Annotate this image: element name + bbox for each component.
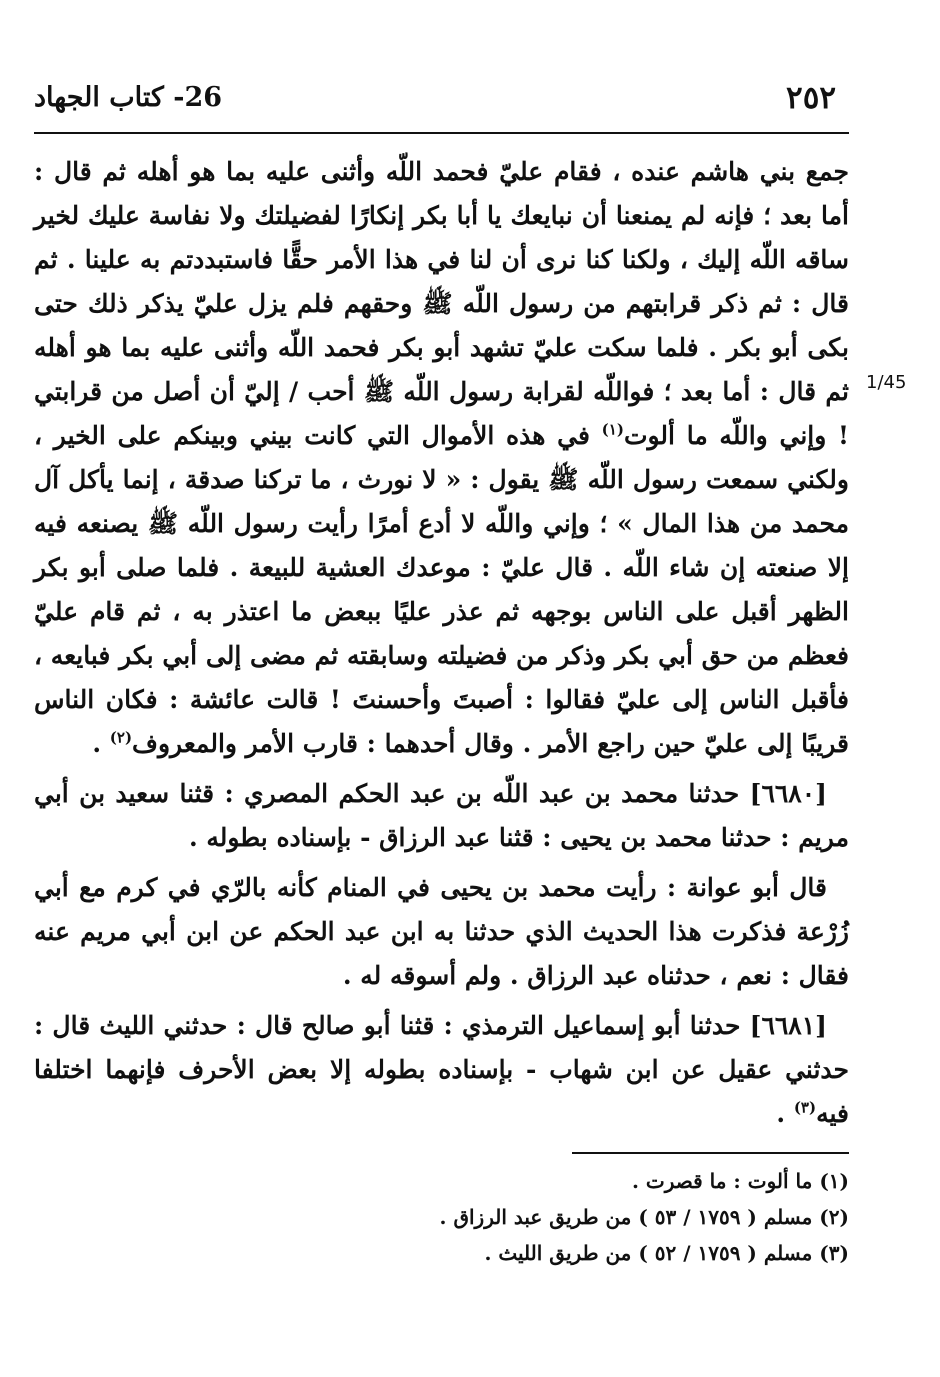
footnote-2: (٢) مسلم ( ١٧٥٩ / ٥٣ ) من طريق عبد الرزاق . [439, 1205, 849, 1229]
hadith-number-6681: [٦٦٨١] حدثنا [689, 1011, 827, 1040]
isnad-6681-end: . [776, 1099, 794, 1128]
footnotes [34, 1163, 849, 1271]
paragraph-narration [34, 150, 849, 766]
paragraph-6681 [34, 1004, 849, 1136]
paragraph-6680 [34, 772, 849, 860]
narration-text-a: جمع بني هاشم عنده ، فقام عليّ فحمد اللّه وأثنى عليه بما هو أهله ثم قال : أما بعد ؛ فإنه لم يمنعنا أن نبايعك يا أبا بكر إنكارًا لفضيلتك ولا نفاسة عليك لخير ساقه اللّه إليك ، ولكنا كنا نرى أن لنا في هذا الأمر حقًّا فاستبددتم به علينا . ثم قال : ثم ذكر قرابتهم من رسول اللّه ﷺ وحقهم فلم يزل عليّ يذكر ذلك حتى بكى أبو بكر . فلما سكت عليّ تشهد أبو بكر فحمد اللّه وأثنى عليه بما هو أهله ثم قال : أما بعد ؛ فواللّه لقرابة رسول اللّه ﷺ أحب / إليّ أن أصل من قرابتي ! وإني واللّه ما ألوت [34, 157, 849, 450]
header-divider [34, 132, 849, 134]
hadith-number-6680: [٦٦٨٠] حدثنا [688, 779, 827, 808]
footnote-1: (١) ما ألوت : ما قصرت . [632, 1169, 849, 1193]
narration-text-c: » ؛ وإني واللّه لا أدع أمرًا رأيت رسول اللّه ﷺ يصنعه فيه إلا صنعته إن شاء اللّه . قال عليّ : موعدك العشية للبيعة . فلما صلى أبو بكر الظهر أقبل على الناس بوجهه ثم عذر عليًا ببعض ما اعتذر به ، ثم قام عليّ فعظم من حق أبي بكر وذكر من فضيلته وسابقته ثم مضى إلى أبي بكر فبايعه ، فأقبل الناس إلى عليّ فقالوا : أصبتَ وأحسنتَ ! قالت عائشة : فكان الناس قريبًا إلى عليّ حين راجع الأمر . وقال أحدهما : قارب الأمر والمعروف [34, 509, 849, 758]
footnote-marker-3: (٣) [793, 1098, 817, 1117]
footnote-3: (٣) مسلم ( ١٧٥٩ / ٥٢ ) من طريق الليث . [484, 1241, 849, 1265]
chapter-title: 26- كتاب الجهاد [34, 82, 223, 113]
footnote-marker-1: (١) [601, 420, 624, 439]
manuscript-folio-ref: 1/45 [866, 372, 907, 393]
footnote-marker-2: (٢) [109, 728, 133, 747]
isnad-6681: أبو إسماعيل الترمذي : قثنا أبو صالح قال : حدثني الليث قال : حدثني عقيل عن ابن شهاب - بإسناده بطوله إلا بعض الأحرف فإنهما اختلفا فيه [34, 1011, 849, 1128]
abu-awana-text: : رأيت محمد بن يحيى في المنام كأنه بالرّي في كرم مع أبي زُرْعة فذكرت هذا الحديث الذي حدثنا به ابن عبد الحكم عن ابن أبي مريم عنه فقال : نعم ، حدثناه عبد الرزاق . ولم أسوقه له . [34, 873, 849, 990]
narration-end: . [92, 729, 110, 758]
paragraph-abu-awana [34, 866, 849, 998]
hadith-quote: لا نورث ، ما تركنا صدقة ، إنما يأكل آل محمد من هذا المال [34, 465, 850, 538]
page-number: ٢٥٢ [786, 80, 836, 116]
narration-text-b: في هذه الأموال التي كانت بيني وبينكم على الخير ، ولكني سمعت رسول اللّه ﷺ يقول : « [34, 421, 849, 494]
main-text [34, 150, 849, 1136]
isnad-6680: محمد بن عبد اللّه بن عبد الحكم المصري : قثنا سعيد بن أبي مريم : حدثنا محمد بن يحيى : قثنا عبد الرزاق - بإسناده بطوله . [34, 779, 849, 852]
abu-awana-label: قال أبو عوانة [686, 873, 827, 902]
footnote-divider [572, 1152, 849, 1154]
